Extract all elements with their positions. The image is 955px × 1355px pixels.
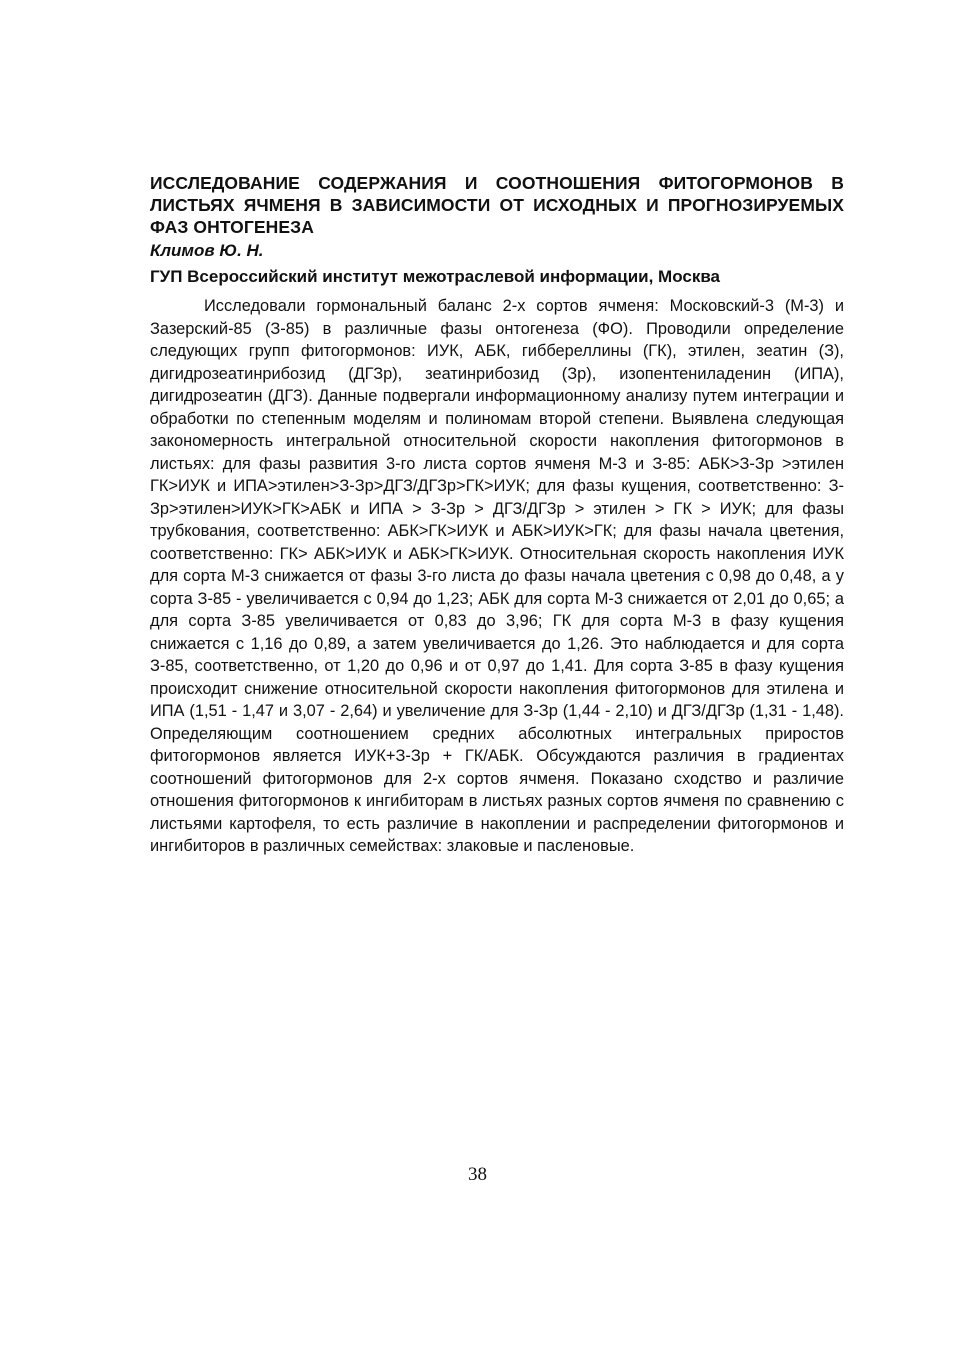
article-abstract: Исследовали гормональный баланс 2-х сортов ячменя: Московский-3 (М-3) и Зазерский-85 (З-85) в различные фазы онтогенеза (ФО). Проводили определение следующих групп фитогормонов: ИУК, АБК, гиббереллины (ГК), этилен, зеатин (З), дигидрозеатинрибозид (ДГЗр), зеатинрибозид (Зр), изопентениладенин (ИПА), дигидрозеатин (ДГЗ). Данные подвергали информационному анализу путем интеграции и обработки по степенным моделям и полиномам второй степени. Выявлена следующая закономерность интегральной относительной скорости накопления фитогормонов в листьях: для фазы развития 3-го листа сортов ячменя М-3 и З-85: АБК>З-Зр >этилен ГК>ИУК и ИПА>этилен>З-Зр>ДГЗ/ДГЗр>ГК>ИУК; для фазы кущения, соответственно: З-Зр>этилен>ИУК>ГК>АБК и ИПА > З-Зр > ДГЗ/ДГЗр > этилен > ГК > ИУК; для фазы трубкования, соответственно: АБК>ГК>ИУК и АБК>ИУК>ГК; для фазы начала цветения, соответственно: ГК> АБК>ИУК и АБК>ГК>ИУК. Относительная скорость накопления ИУК для сорта М-3 снижается от фазы 3-го листа до фазы начала цветения с 0,98 до 0,48, а у сорта З-85 - увеличивается с 0,94 до 1,23; АБК для сорта М-3 снижается от 2,01 до 0,65; а для сорта З-85 увеличивается от 0,83 до 3,96; ГК для сорта М-3 в фазу кущения снижается с 1,16 до 0,89, а затем увеличивается до 1,26. Это наблюдается и для сорта З-85, соответственно, от 1,20 до 0,96 и от 0,97 до 1,41. Для сорта З-85 в фазу кущения происходит снижение относительной скорости накопления фитогормонов для этилена и ИПА (1,51 - 1,47 и 3,07 - 2,64) и увеличение для З-Зр (1,44 - 2,10) и ДГЗ/ДГЗр (1,31 - 1,48). Определяющим соотношением средних абсолютных интегральных приростов фитогормонов является ИУК+З-Зр + ГК/АБК. Обсуждаются различия в градиентах соотношений фитогормонов для 2-х сортов ячменя. Показано сходство и различие отношения фитогормонов к ингибиторам в листьях разных сортов ячменя по сравнению с листьями картофеля, то есть различие в накоплении и распределении фитогормонов и ингибиторов в различных семействах: злаковые и пасленовые. [150,297,844,855]
article-title: ИССЛЕДОВАНИЕ СОДЕРЖАНИЯ И СООТНОШЕНИЯ ФИТОГОРМОНОВ В ЛИСТЬЯХ ЯЧМЕНЯ В ЗАВИСИМОСТИ ОТ ИСХОДНЫХ И ПРОГНОЗИРУЕМЫХ ФАЗ ОНТОГЕНЕЗА [150,173,844,237]
article-author: Климов Ю. Н. [150,241,264,260]
article-block [150,172,844,858]
article-affiliation: ГУП Всероссийский институт межотраслевой информации, Москва [150,267,721,286]
page-number: 38 [468,1164,487,1185]
